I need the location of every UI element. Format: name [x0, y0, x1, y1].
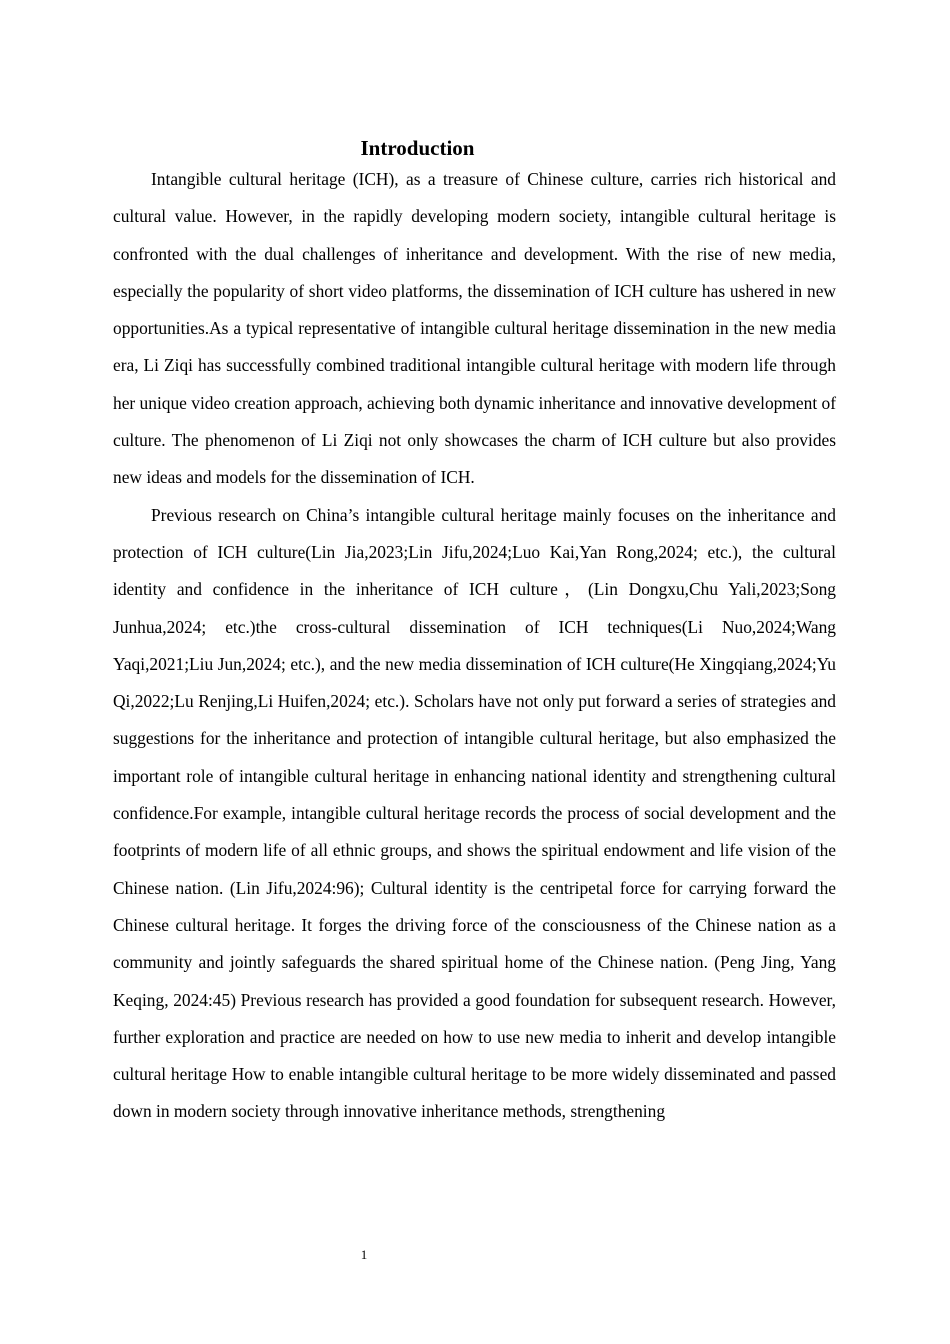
paragraph-intro: Intangible cultural heritage (ICH), as a treasure of Chinese culture, carries rich historical and cultural value. However, in the rapidly developing modern society, intangible cultural heritage is confronted with the dual challenges of inheritance and development. With the rise of new media, especially the popularity of short video platforms, the dissemination of ICH culture has ushered in new opportunities.As a typical representative of intangible cultural heritage dissemination in the new media era, Li Ziqi has successfully combined traditional intangible cultural heritage with modern life through her unique video creation approach, achieving both dynamic inheritance and innovative development of culture. The phenomenon of Li Ziqi not only showcases the charm of ICH culture but also provides new ideas and models for the dissemination of ICH.	[113, 169, 836, 488]
paragraph-previous-research: Previous research on China’s intangible cultural heritage mainly focuses on the inheritance and protection of ICH culture(Lin Jia,2023;Lin Jifu,2024;Luo Kai,Yan Rong,2024; etc.), the cultural identity and confidence in the inheritance of ICH culture，(Lin Dongxu,Chu Yali,2023;Song Junhua,2024; etc.)the cross-cultural dissemination of ICH techniques(Li Nuo,2024;Wang Yaqi,2021;Liu Jun,2024; etc.), and the new media dissemination of ICH culture(He Xingqiang,2024;Yu Qi,2022;Lu Renjing,Li Huifen,2024; etc.). Scholars have not only put forward a series of strategies and suggestions for the inheritance and protection of intangible cultural heritage, but also emphasized the important role of intangible cultural heritage in enhancing national identity and strengthening cultural confidence.For example, intangible cultural heritage records the process of social development and the footprints of modern life of all ethnic groups, and shows the spiritual endowment and life vision of the Chinese nation. (Lin Jifu,2024:96); Cultural identity is the centripetal force for carrying forward the Chinese cultural heritage. It forges the driving force of the consciousness of the Chinese nation as a community and jointly safeguards the shared spiritual home of the Chinese nation. (Peng Jing, Yang Keqing, 2024:45) Previous research has provided a good foundation for subsequent research. However, further exploration and practice are needed on how to use new media to inherit and develop intangible cultural heritage How to enable intangible cultural heritage to be more widely disseminated and passed down in modern society through innovative inheritance methods, strengthening	[113, 504, 836, 1122]
page-number: 1	[360, 1247, 368, 1262]
section-title: Introduction	[360, 136, 475, 160]
body-text	[113, 161, 836, 1131]
